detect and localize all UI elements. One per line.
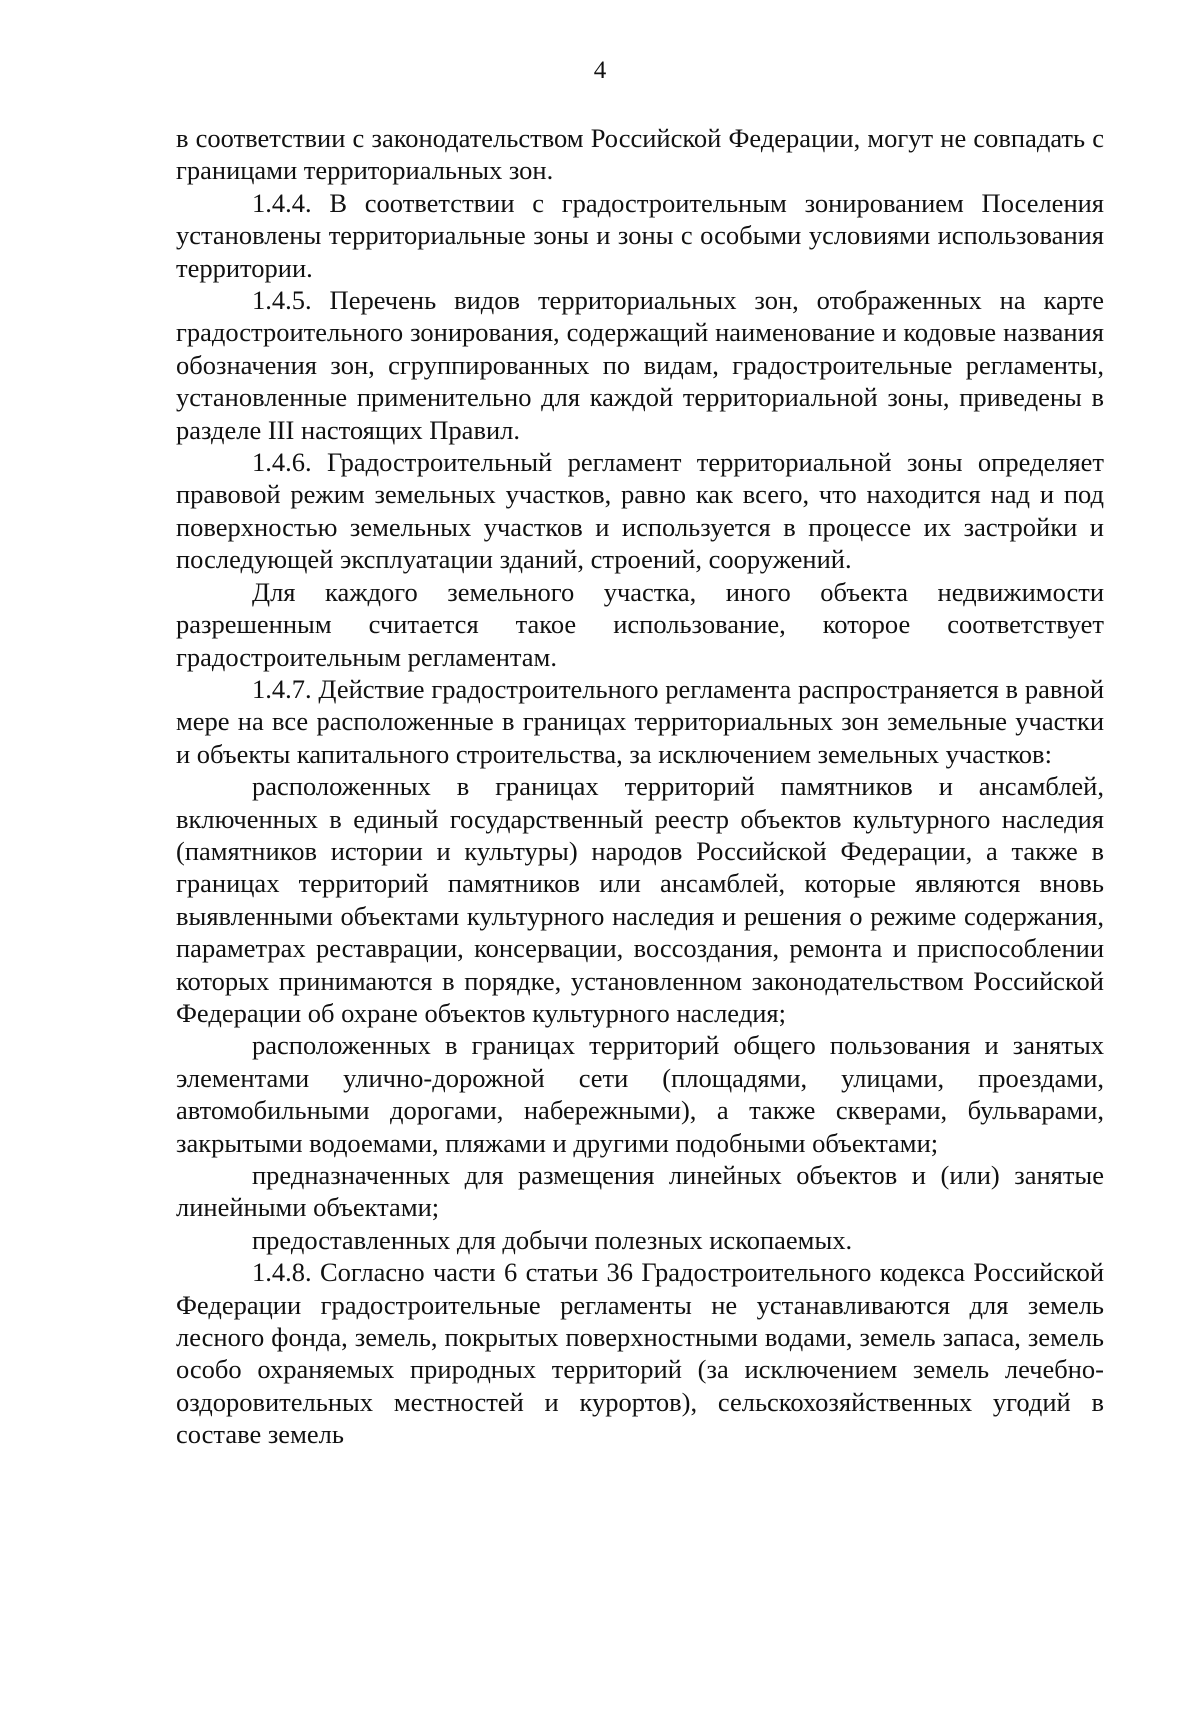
document-body bbox=[176, 122, 1104, 1451]
paragraph-1-4-8: 1.4.8. Согласно части 6 статьи 36 Градостроительного кодекса Российской Федерации градостроительные регламенты не устанавливаются для земель лесного фонда, земель, покрытых поверхностными водами, земель запаса, земель особо охраняемых природных территорий (за исключением земель лечебно-оздоровительных местностей и курортов), сельскохозяйственных угодий в составе земель bbox=[176, 1257, 1104, 1450]
paragraph-permitted-use: Для каждого земельного участка, иного объекта недвижимости разрешенным считается такое использование, которое соответствует градостроительным регламентам. bbox=[176, 576, 1104, 672]
paragraph-1-4-4: 1.4.4. В соответствии с градостроительным зонированием Поселения установлены территориальные зоны и зоны с особыми условиями использования территории. bbox=[176, 187, 1104, 283]
paragraph-1-4-7: 1.4.7. Действие градостроительного регламента распространяется в равной мере на все расположенные в границах территориальных зон земельные участки и объекты капитального строительства, за исключением земельных участков: bbox=[176, 673, 1104, 769]
paragraph-1-4-5: 1.4.5. Перечень видов территориальных зон, отображенных на карте градостроительного зонирования, содержащий наименование и кодовые названия обозначения зон, сгруппированных по видам, градостроительные регламенты, установленные применительно для каждой территориальной зоны, приведены в разделе III настоящих Правил. bbox=[176, 285, 1104, 445]
paragraph-1-4-6: 1.4.6. Градостроительный регламент территориальной зоны определяет правовой режим земельных участков, равно как всего, что находится над и под поверхностью земельных участков и используется в процессе их застройки и последующей эксплуатации зданий, строений, сооружений. bbox=[176, 447, 1104, 575]
list-item-mineral-extraction: предоставленных для добычи полезных ископаемых. bbox=[252, 1224, 853, 1255]
list-item-public-territories: расположенных в границах территорий общего пользования и занятых элементами улично-дорожной сети (площадями, улицами, проездами, автомобильными дорогами, набережными), а также скверами, бульварами, закрытыми водоемами, пляжами и другими подобными объектами; bbox=[176, 1030, 1104, 1158]
paragraph-continuation: в соответствии с законодательством Российской Федерации, могут не совпадать с границами территориальных зон. bbox=[176, 123, 1104, 186]
list-item-linear-objects: предназначенных для размещения линейных объектов и (или) занятые линейными объектами; bbox=[176, 1160, 1104, 1223]
list-item-cultural-heritage: расположенных в границах территорий памятников и ансамблей, включенных в единый государственный реестр объектов культурного наследия (памятников истории и культуры) народов Российской Федерации, а также в границах территорий памятников или ансамблей, которые являются вновь выявленными объектами культурного наследия и решения о режиме содержания, параметрах реставрации, консервации, воссоздания, ремонта и приспособлении которых принимаются в порядке, установленном законодательством Российской Федерации об охране объектов культурного наследия; bbox=[176, 771, 1104, 1028]
page-number: 4 bbox=[593, 57, 607, 84]
